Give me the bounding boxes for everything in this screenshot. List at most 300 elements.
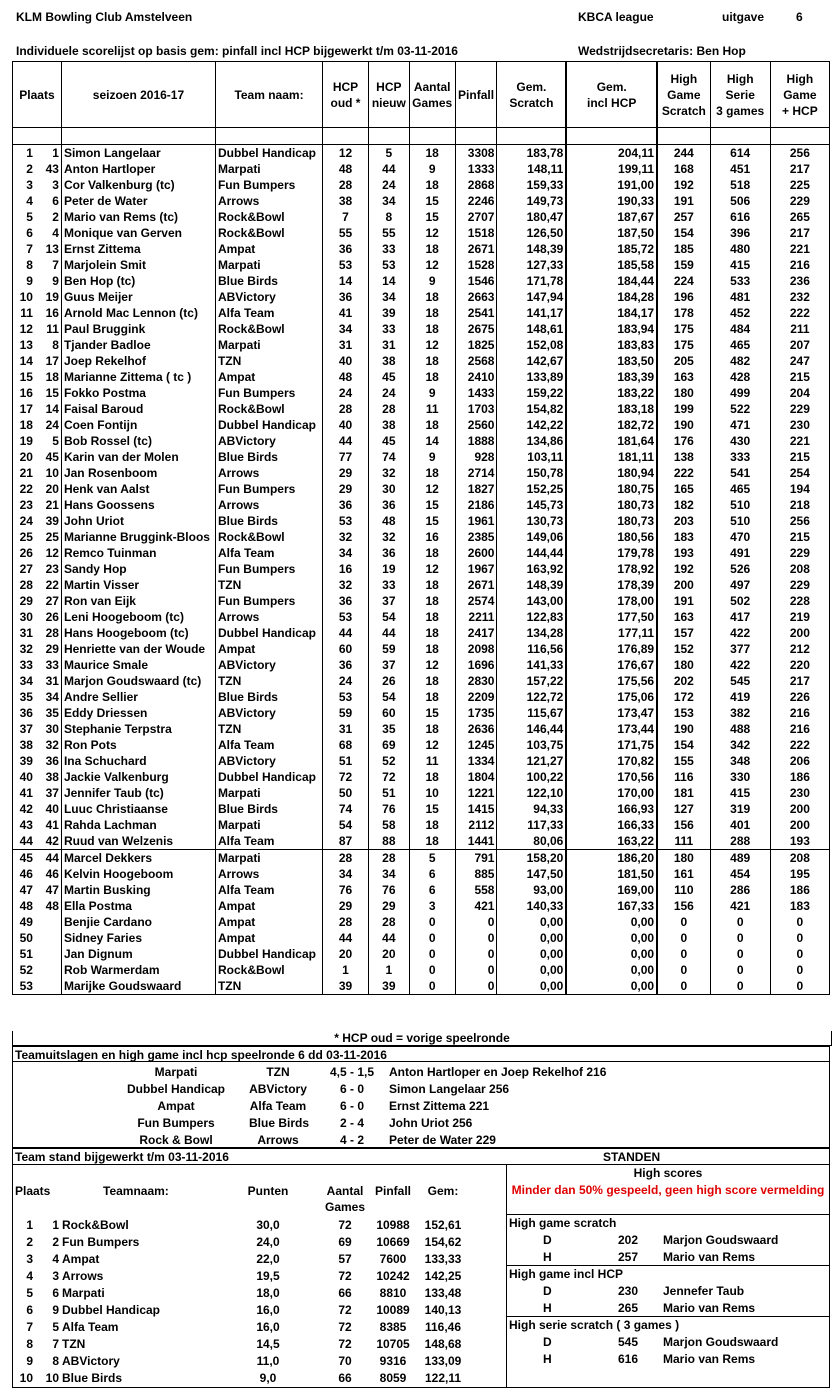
team-games: 69 bbox=[338, 1235, 352, 1249]
cell-rank: 4 bbox=[13, 193, 35, 209]
cell-hg-hcp: 200 bbox=[770, 817, 829, 833]
cell-pinfall: 2098 bbox=[455, 641, 497, 657]
cell-hg-hcp: 236 bbox=[770, 273, 829, 289]
team-avg: 116,46 bbox=[424, 1320, 462, 1334]
col-points: Punten bbox=[247, 1184, 289, 1198]
cell-hs: 0 bbox=[710, 946, 770, 962]
cell-hg-scratch: 154 bbox=[657, 737, 710, 753]
score: 6 - 0 bbox=[339, 1082, 364, 1096]
cell-pinfall: 2707 bbox=[455, 209, 497, 225]
cell-hcp-old: 28 bbox=[323, 850, 369, 867]
club-name: KLM Bowling Club Amstelveen bbox=[16, 10, 193, 24]
cell-hg-hcp: 212 bbox=[770, 641, 829, 657]
cell-hg-scratch: 200 bbox=[657, 577, 710, 593]
team-avg: 154,62 bbox=[424, 1235, 462, 1249]
cell-prev-rank: 6 bbox=[35, 193, 62, 209]
cell-rank: 39 bbox=[13, 753, 35, 769]
cell-player: Arnold Mac Lennon (tc) bbox=[61, 305, 215, 321]
team-pinfall: 8385 bbox=[379, 1320, 407, 1334]
cell-player: Hans Hoogeboom (tc) bbox=[61, 625, 215, 641]
cell-hg-hcp: 215 bbox=[770, 369, 829, 385]
cell-team: Rock&Bowl bbox=[215, 209, 322, 225]
col-hcp-new-l1: HCP bbox=[376, 79, 402, 94]
table-row bbox=[13, 305, 830, 321]
table-row bbox=[13, 289, 830, 305]
cell-rank: 34 bbox=[13, 673, 35, 689]
cell-avg-hcp: 167,33 bbox=[566, 898, 657, 914]
cell-rank: 6 bbox=[13, 225, 35, 241]
cell-hcp-old: 59 bbox=[323, 705, 369, 721]
team-prev-rank: 4 bbox=[52, 1252, 59, 1266]
cell-rank: 2 bbox=[13, 161, 35, 177]
cell-hg-hcp: 222 bbox=[770, 305, 829, 321]
cell-hcp-old: 53 bbox=[323, 689, 369, 705]
table-row bbox=[13, 321, 830, 337]
cell-games: 18 bbox=[409, 641, 455, 657]
cell-rank: 36 bbox=[13, 705, 35, 721]
cell-hg-hcp: 0 bbox=[770, 962, 829, 978]
team-name: ABVictory bbox=[62, 1354, 120, 1368]
cell-pinfall: 2600 bbox=[455, 545, 497, 561]
cell-hcp-old: 40 bbox=[323, 417, 369, 433]
cell-team: Marpati bbox=[215, 785, 322, 801]
cell-hg-scratch: 191 bbox=[657, 193, 710, 209]
cell-hg-scratch: 161 bbox=[657, 866, 710, 882]
cell-team: Alfa Team bbox=[215, 545, 322, 561]
cell-avg-scratch: 171,78 bbox=[497, 273, 566, 289]
cell-team: Dubbel Handicap bbox=[215, 625, 322, 641]
cell-pinfall: 2541 bbox=[455, 305, 497, 321]
cell-player: Simon Langelaar bbox=[61, 145, 215, 162]
team-games: 72 bbox=[338, 1320, 352, 1334]
team-name: Alfa Team bbox=[62, 1320, 119, 1334]
cell-player: Ruud van Welzenis bbox=[61, 833, 215, 850]
table-row bbox=[13, 882, 830, 898]
cell-hg-hcp: 183 bbox=[770, 898, 829, 914]
cell-team: Dubbel Handicap bbox=[215, 769, 322, 785]
cell-team: TZN bbox=[215, 721, 322, 737]
cell-avg-hcp: 181,11 bbox=[566, 449, 657, 465]
cell-hcp-new: 28 bbox=[368, 401, 409, 417]
cell-rank: 37 bbox=[13, 721, 35, 737]
cell-hcp-old: 60 bbox=[323, 641, 369, 657]
team-name: Fun Bumpers bbox=[62, 1235, 140, 1249]
cell-hcp-old: 31 bbox=[323, 337, 369, 353]
cell-prev-rank: 17 bbox=[35, 353, 62, 369]
cell-pinfall: 1825 bbox=[455, 337, 497, 353]
cell-hs: 502 bbox=[710, 593, 770, 609]
cell-hcp-new: 34 bbox=[368, 193, 409, 209]
cell-hg-hcp: 221 bbox=[770, 241, 829, 257]
cell-prev-rank: 44 bbox=[35, 850, 62, 867]
cell-hcp-new: 44 bbox=[368, 930, 409, 946]
cell-hcp-new: 76 bbox=[368, 882, 409, 898]
high-score-group-title: High serie scratch ( 3 games ) bbox=[509, 1318, 680, 1332]
cell-hg-hcp: 186 bbox=[770, 882, 829, 898]
cell-hs: 510 bbox=[710, 497, 770, 513]
cell-team: Blue Birds bbox=[215, 689, 322, 705]
cell-hcp-new: 38 bbox=[368, 353, 409, 369]
cell-avg-hcp: 163,22 bbox=[566, 833, 657, 850]
cell-rank: 42 bbox=[13, 801, 35, 817]
cell-hcp-new: 60 bbox=[368, 705, 409, 721]
cell-hcp-old: 53 bbox=[323, 257, 369, 273]
cell-team: Blue Birds bbox=[215, 801, 322, 817]
cell-hcp-old: 41 bbox=[323, 305, 369, 321]
cell-player: Eddy Driessen bbox=[61, 705, 215, 721]
cell-hg-scratch: 127 bbox=[657, 801, 710, 817]
table-row bbox=[13, 866, 830, 882]
cell-prev-rank: 33 bbox=[35, 657, 62, 673]
cell-hs: 465 bbox=[710, 481, 770, 497]
cell-hcp-new: 26 bbox=[368, 673, 409, 689]
cell-hs: 497 bbox=[710, 577, 770, 593]
cell-team: TZN bbox=[215, 353, 322, 369]
table-row bbox=[13, 833, 830, 850]
team-prev-rank: 5 bbox=[52, 1320, 59, 1334]
cell-rank: 29 bbox=[13, 593, 35, 609]
table-row bbox=[13, 785, 830, 801]
cell-hcp-old: 48 bbox=[323, 369, 369, 385]
cell-hcp-old: 29 bbox=[323, 481, 369, 497]
team-points: 30,0 bbox=[256, 1218, 280, 1232]
cell-avg-hcp: 178,92 bbox=[566, 561, 657, 577]
cell-hcp-old: 76 bbox=[323, 882, 369, 898]
cell-hcp-new: 34 bbox=[368, 866, 409, 882]
table-row bbox=[13, 753, 830, 769]
team-pinfall: 7600 bbox=[379, 1252, 407, 1266]
team-games: 72 bbox=[338, 1337, 352, 1351]
cell-games: 11 bbox=[409, 401, 455, 417]
cell-pinfall: 1703 bbox=[455, 401, 497, 417]
cell-avg-hcp: 187,50 bbox=[566, 225, 657, 241]
cell-hs: 286 bbox=[710, 882, 770, 898]
cell-hcp-old: 44 bbox=[323, 625, 369, 641]
cell-team: Alfa Team bbox=[215, 882, 322, 898]
table-row bbox=[13, 641, 830, 657]
secretary: Wedstrijdsecretaris: Ben Hop bbox=[578, 44, 746, 58]
cell-hs: 454 bbox=[710, 866, 770, 882]
cell-rank: 53 bbox=[13, 978, 35, 995]
cell-hcp-new: 19 bbox=[368, 561, 409, 577]
cell-rank: 31 bbox=[13, 625, 35, 641]
cell-prev-rank: 15 bbox=[35, 385, 62, 401]
cell-games: 14 bbox=[409, 433, 455, 449]
col-games-l1: Aantal bbox=[326, 1184, 364, 1198]
cell-games: 15 bbox=[409, 193, 455, 209]
cell-hcp-old: 32 bbox=[323, 529, 369, 545]
cell-avg-hcp: 191,00 bbox=[566, 177, 657, 193]
cell-pinfall: 791 bbox=[455, 850, 497, 867]
cell-rank: 21 bbox=[13, 465, 35, 481]
cell-hg-hcp: 254 bbox=[770, 465, 829, 481]
cell-prev-rank: 3 bbox=[35, 177, 62, 193]
table-row bbox=[13, 721, 830, 737]
cell-player: Ina Schuchard bbox=[61, 753, 215, 769]
division: H bbox=[543, 1301, 552, 1315]
cell-hg-scratch: 116 bbox=[657, 769, 710, 785]
cell-hs: 422 bbox=[710, 657, 770, 673]
cell-hcp-new: 32 bbox=[368, 465, 409, 481]
cell-prev-rank: 20 bbox=[35, 481, 62, 497]
cell-player: Joep Rekelhof bbox=[61, 353, 215, 369]
cell-hcp-old: 77 bbox=[323, 449, 369, 465]
cell-hcp-new: 54 bbox=[368, 609, 409, 625]
cell-rank: 19 bbox=[13, 433, 35, 449]
cell-games: 18 bbox=[409, 609, 455, 625]
cell-hcp-old: 50 bbox=[323, 785, 369, 801]
team-name: TZN bbox=[62, 1337, 86, 1351]
table-row bbox=[13, 561, 830, 577]
team-points: 16,0 bbox=[256, 1320, 280, 1334]
cell-hg-scratch: 185 bbox=[657, 241, 710, 257]
col-avg-hcp-l1: Gem. bbox=[596, 79, 627, 94]
cell-prev-rank: 35 bbox=[35, 705, 62, 721]
col-avg-hcp-l2: incl HCP bbox=[587, 95, 637, 110]
table-row bbox=[13, 481, 830, 497]
cell-hcp-new: 29 bbox=[368, 898, 409, 914]
cell-avg-hcp: 170,82 bbox=[566, 753, 657, 769]
standings-header-bar bbox=[12, 1148, 830, 1165]
cell-player: Jan Dignum bbox=[61, 946, 215, 962]
cell-hs: 401 bbox=[710, 817, 770, 833]
cell-prev-rank: 18 bbox=[35, 369, 62, 385]
cell-prev-rank: 41 bbox=[35, 817, 62, 833]
cell-prev-rank: 39 bbox=[35, 513, 62, 529]
cell-team: Alfa Team bbox=[215, 833, 322, 850]
cell-hg-hcp: 226 bbox=[770, 689, 829, 705]
cell-avg-scratch: 149,06 bbox=[497, 529, 566, 545]
cell-hs: 0 bbox=[710, 962, 770, 978]
cell-hs: 518 bbox=[710, 177, 770, 193]
cell-avg-scratch: 147,50 bbox=[497, 866, 566, 882]
player-name: Jennefer Taub bbox=[663, 1284, 745, 1298]
cell-hcp-old: 29 bbox=[323, 898, 369, 914]
cell-player: Paul Bruggink bbox=[61, 321, 215, 337]
team-prev-rank: 3 bbox=[52, 1269, 59, 1283]
cell-team: Dubbel Handicap bbox=[215, 145, 322, 162]
cell-prev-rank: 46 bbox=[35, 866, 62, 882]
cell-prev-rank bbox=[35, 946, 62, 962]
cell-player: Martin Visser bbox=[61, 577, 215, 593]
cell-prev-rank: 37 bbox=[35, 785, 62, 801]
cell-avg-scratch: 122,10 bbox=[497, 785, 566, 801]
cell-rank: 49 bbox=[13, 914, 35, 930]
cell-avg-scratch: 117,33 bbox=[497, 817, 566, 833]
cell-hcp-old: 12 bbox=[323, 145, 369, 162]
cell-hcp-new: 28 bbox=[368, 914, 409, 930]
cell-pinfall: 1827 bbox=[455, 481, 497, 497]
cell-hs: 333 bbox=[710, 449, 770, 465]
cell-hcp-new: 51 bbox=[368, 785, 409, 801]
cell-hcp-old: 34 bbox=[323, 866, 369, 882]
cell-games: 10 bbox=[409, 785, 455, 801]
cell-prev-rank bbox=[35, 914, 62, 930]
cell-prev-rank: 21 bbox=[35, 497, 62, 513]
cell-prev-rank: 22 bbox=[35, 577, 62, 593]
table-row bbox=[13, 353, 830, 369]
team-pinfall: 9316 bbox=[379, 1354, 407, 1368]
cell-hg-hcp: 222 bbox=[770, 737, 829, 753]
cell-team: Arrows bbox=[215, 866, 322, 882]
cell-games: 18 bbox=[409, 417, 455, 433]
cell-games: 0 bbox=[409, 914, 455, 930]
spacer-row bbox=[13, 128, 830, 145]
cell-team: ABVictory bbox=[215, 657, 322, 673]
team-name: Blue Birds bbox=[62, 1371, 123, 1385]
team-avg: 133,33 bbox=[424, 1252, 462, 1266]
team-avg: 148,68 bbox=[424, 1337, 462, 1351]
cell-avg-scratch: 148,61 bbox=[497, 321, 566, 337]
cell-avg-hcp: 177,11 bbox=[566, 625, 657, 641]
cell-hg-hcp: 200 bbox=[770, 625, 829, 641]
table-row bbox=[13, 898, 830, 914]
cell-hcp-old: 54 bbox=[323, 817, 369, 833]
cell-rank: 3 bbox=[13, 177, 35, 193]
cell-hcp-old: 44 bbox=[323, 433, 369, 449]
cell-prev-rank: 7 bbox=[35, 257, 62, 273]
cell-hg-scratch: 180 bbox=[657, 657, 710, 673]
cell-player: Cor Valkenburg (tc) bbox=[61, 177, 215, 193]
table-row bbox=[13, 817, 830, 833]
cell-rank: 38 bbox=[13, 737, 35, 753]
cell-games: 18 bbox=[409, 625, 455, 641]
col-plaats: Plaats bbox=[15, 1184, 51, 1198]
cell-player: Tjander Badloe bbox=[61, 337, 215, 353]
cell-pinfall: 1518 bbox=[455, 225, 497, 241]
cell-games: 18 bbox=[409, 673, 455, 689]
cell-team: Ampat bbox=[215, 241, 322, 257]
team-avg: 140,13 bbox=[424, 1303, 462, 1317]
cell-hg-scratch: 224 bbox=[657, 273, 710, 289]
cell-games: 15 bbox=[409, 801, 455, 817]
cell-avg-scratch: 100,22 bbox=[497, 769, 566, 785]
team-games: 70 bbox=[338, 1354, 352, 1368]
team-name: Dubbel Handicap bbox=[62, 1303, 161, 1317]
cell-hg-scratch: 138 bbox=[657, 449, 710, 465]
cell-games: 12 bbox=[409, 225, 455, 241]
cell-hcp-old: 24 bbox=[323, 385, 369, 401]
col-pinfall: Pinfall bbox=[455, 62, 497, 128]
cell-hg-scratch: 244 bbox=[657, 145, 710, 162]
cell-hg-scratch: 176 bbox=[657, 433, 710, 449]
team-name: Marpati bbox=[62, 1286, 105, 1300]
cell-prev-rank: 29 bbox=[35, 641, 62, 657]
cell-games: 18 bbox=[409, 689, 455, 705]
cell-avg-hcp: 199,11 bbox=[566, 161, 657, 177]
cell-games: 6 bbox=[409, 882, 455, 898]
cell-hg-hcp: 217 bbox=[770, 673, 829, 689]
table-row bbox=[13, 689, 830, 705]
team-rank: 5 bbox=[26, 1286, 33, 1300]
cell-hg-hcp: 193 bbox=[770, 833, 829, 850]
cell-hs: 415 bbox=[710, 785, 770, 801]
cell-avg-hcp: 180,73 bbox=[566, 497, 657, 513]
cell-avg-hcp: 179,78 bbox=[566, 545, 657, 561]
cell-hcp-new: 33 bbox=[368, 577, 409, 593]
cell-team: Rock&Bowl bbox=[215, 401, 322, 417]
division: D bbox=[543, 1335, 552, 1349]
cell-team: TZN bbox=[215, 577, 322, 593]
col-hs-l1: High bbox=[726, 71, 754, 86]
col-games-l2: Games bbox=[412, 95, 453, 110]
player-name: Mario van Rems bbox=[663, 1250, 756, 1264]
cell-pinfall: 2568 bbox=[455, 353, 497, 369]
cell-hcp-new: 45 bbox=[368, 433, 409, 449]
cell-games: 15 bbox=[409, 497, 455, 513]
score: 545 bbox=[617, 1335, 639, 1349]
team-prev-rank: 9 bbox=[52, 1303, 59, 1317]
cell-hcp-old: 36 bbox=[323, 241, 369, 257]
col-avg-scratch-l1: Gem. bbox=[516, 79, 547, 94]
cell-hs: 470 bbox=[710, 529, 770, 545]
cell-pinfall: 2574 bbox=[455, 593, 497, 609]
cell-avg-hcp: 166,33 bbox=[566, 817, 657, 833]
standings-section bbox=[12, 1165, 830, 1388]
cell-avg-hcp: 170,56 bbox=[566, 769, 657, 785]
table-row bbox=[13, 449, 830, 465]
home-team: Fun Bumpers bbox=[137, 1116, 215, 1130]
cell-rank: 45 bbox=[13, 850, 35, 867]
cell-rank: 12 bbox=[13, 321, 35, 337]
cell-hcp-new: 31 bbox=[368, 337, 409, 353]
cell-rank: 26 bbox=[13, 545, 35, 561]
cell-games: 15 bbox=[409, 513, 455, 529]
cell-avg-hcp: 183,18 bbox=[566, 401, 657, 417]
cell-hcp-new: 39 bbox=[368, 978, 409, 995]
cell-avg-hcp: 0,00 bbox=[566, 946, 657, 962]
cell-hs: 499 bbox=[710, 385, 770, 401]
cell-games: 18 bbox=[409, 177, 455, 193]
cell-player: Jennifer Taub (tc) bbox=[61, 785, 215, 801]
cell-hcp-new: 34 bbox=[368, 289, 409, 305]
footnote: * HCP oud = vorige speelronde bbox=[12, 1031, 832, 1046]
cell-team: Arrows bbox=[215, 465, 322, 481]
cell-hg-hcp: 219 bbox=[770, 609, 829, 625]
cell-avg-hcp: 180,73 bbox=[566, 513, 657, 529]
cell-avg-scratch: 180,47 bbox=[497, 209, 566, 225]
table-row bbox=[13, 209, 830, 225]
cell-team: ABVictory bbox=[215, 753, 322, 769]
cell-rank: 44 bbox=[13, 833, 35, 850]
col-hg-scratch bbox=[657, 62, 710, 128]
cell-rank: 15 bbox=[13, 369, 35, 385]
cell-prev-rank: 19 bbox=[35, 289, 62, 305]
cell-hg-scratch: 163 bbox=[657, 609, 710, 625]
high-game: Ernst Zittema 221 bbox=[389, 1099, 490, 1113]
cell-avg-scratch: 115,67 bbox=[497, 705, 566, 721]
cell-player: Ron Pots bbox=[61, 737, 215, 753]
cell-hcp-old: 55 bbox=[323, 225, 369, 241]
cell-pinfall: 885 bbox=[455, 866, 497, 882]
table-row bbox=[13, 161, 830, 177]
cell-player: Andre Sellier bbox=[61, 689, 215, 705]
col-hg-scratch-l1: High bbox=[670, 71, 698, 86]
cell-player: Benjie Cardano bbox=[61, 914, 215, 930]
cell-player: Henriette van der Woude bbox=[61, 641, 215, 657]
division: H bbox=[543, 1352, 552, 1366]
cell-games: 12 bbox=[409, 657, 455, 673]
table-row bbox=[13, 193, 830, 209]
cell-games: 18 bbox=[409, 289, 455, 305]
table-row bbox=[13, 673, 830, 689]
cell-rank: 47 bbox=[13, 882, 35, 898]
score: 616 bbox=[617, 1352, 639, 1366]
cell-player: Hans Goossens bbox=[61, 497, 215, 513]
cell-avg-scratch: 148,39 bbox=[497, 577, 566, 593]
cell-hcp-old: 72 bbox=[323, 769, 369, 785]
cell-player: Marianne Zittema ( tc ) bbox=[61, 369, 215, 385]
